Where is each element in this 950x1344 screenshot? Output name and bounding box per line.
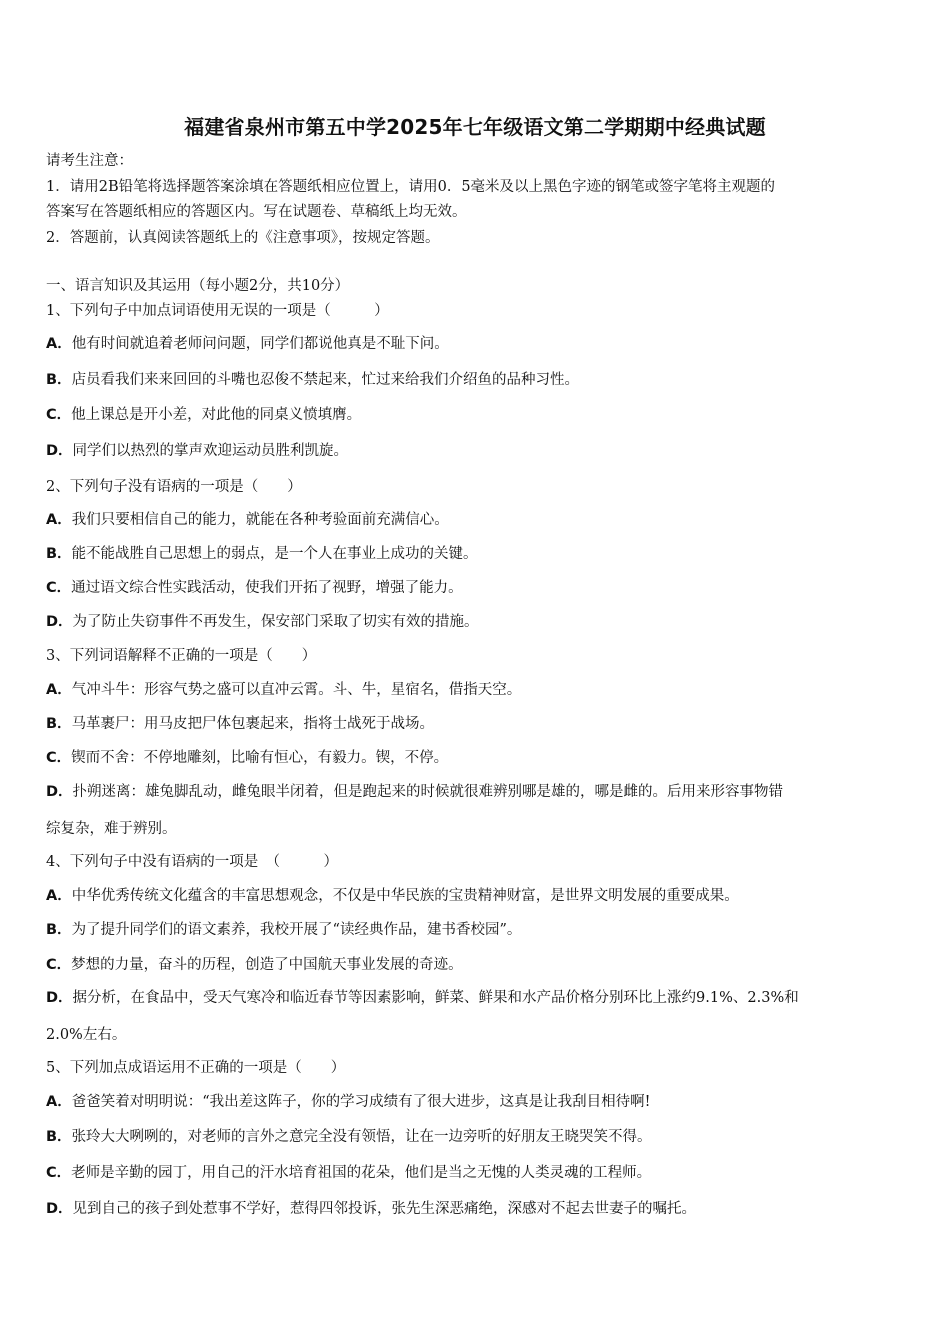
notice-heading: 请考生注意： [46,153,133,169]
question-4-option-d [46,988,906,1008]
option-text: 爸爸笑着对明明说：“我出差这阵子，你的学习成绩有了很大进步，这真是让我刮目相待啊! [71,1094,651,1110]
option-label: A． [46,888,72,904]
question-4-stem: 4、下列句子中没有语病的一项是 （ ） [46,854,338,870]
option-label: D． [46,1201,73,1217]
option-text: 能不能战胜自己思想上的弱点，是一个人在事业上成功的关键。 [71,546,478,562]
option-text: 老师是辛勤的园丁，用自己的汗水培育祖国的花朵，他们是当之无愧的人类灵魂的工程师。 [71,1165,652,1181]
option-label: C． [46,957,72,973]
option-label: A． [46,512,72,528]
option-label: B． [46,546,72,562]
question-2-option-a [46,510,906,530]
option-text: 店员看我们来来回回的斗嘴也忍俊不禁起来，忙过来给我们介绍鱼的品种习性。 [71,372,580,388]
option-label: A． [46,682,72,698]
option-label: D． [46,614,73,630]
question-2-stem: 2、下列句子没有语病的一项是（ ） [46,479,302,495]
option-label: A． [46,1094,72,1110]
option-text: 为了提升同学们的语文素养，我校开展了“读经典作品，建书香校园”。 [71,922,522,938]
option-text: 扑朔迷离：雄兔脚乱动，雌兔眼半闭着，但是跑起来的时候就很难辨别哪是雄的，哪是雌的。后用来形容事物错 [72,784,784,800]
option-label: C． [46,407,72,423]
option-label: D． [46,443,73,459]
option-label: B． [46,372,72,388]
question-1-option-a [46,334,906,354]
question-3-option-b [46,714,906,734]
option-label: B． [46,1129,72,1145]
option-text: 见到自己的孩子到处惹事不学好，惹得四邻投诉，张先生深恶痛绝，深感对不起去世妻子的嘱托。 [72,1201,697,1217]
option-text: 张玲大大咧咧的，对老师的言外之意完全没有领悟，让在一边旁听的好朋友王晓哭笑不得。 [71,1129,652,1145]
option-label: C． [46,580,72,596]
option-label: A． [46,336,72,352]
option-label: C． [46,750,72,766]
option-text: 据分析，在食品中，受天气寒冷和临近春节等因素影响，鲜菜、鲜果和水产品价格分别环比上涨约9.1%、2.3%和 [72,990,799,1006]
question-3-option-a [46,680,906,700]
notice-line-2: 2．答题前，认真阅读答题纸上的《注意事项》，按规定答题。 [46,230,440,246]
option-label: B． [46,922,72,938]
option-text: 中华优秀传统文化蕴含的丰富思想观念，不仅是中华民族的宝贵精神财富，是世界文明发展的重要成果。 [71,888,739,904]
question-1-option-c [46,405,906,425]
question-5-stem: 5、下列加点成语运用不正确的一项是（ ） [46,1060,346,1076]
question-4-option-d-cont: 2.0%左右。 [46,1027,127,1043]
option-text: 气冲斗牛：形容气势之盛可以直冲云霄。斗、牛，星宿名，借指天空。 [71,682,522,698]
option-text: 梦想的力量，奋斗的历程，创造了中国航天事业发展的奇迹。 [71,957,463,973]
page-title: 福建省泉州市第五中学2025年七年级语文第二学期期中经典试题 [184,115,766,139]
question-4-option-a [46,886,906,906]
question-2-option-d [46,612,906,632]
question-1-option-b [46,370,906,390]
question-5-option-a [46,1092,906,1112]
option-text: 马革裹尸：用马皮把尸体包裹起来，指将士战死于战场。 [71,716,435,732]
question-3-stem: 3、下列词语解释不正确的一项是（ ） [46,648,317,664]
question-3-option-d-cont: 综复杂，难于辨别。 [46,821,177,837]
option-label: D． [46,990,73,1006]
question-5-option-c [46,1163,906,1183]
option-text: 他有时间就追着老师问问题，同学们都说他真是不耻下问。 [71,336,449,352]
question-3-option-d [46,782,906,802]
option-text: 同学们以热烈的掌声欢迎运动员胜利凯旋。 [72,443,349,459]
option-text: 他上课总是开小差，对此他的同桌义愤填膺。 [71,407,362,423]
question-5-option-d [46,1199,906,1219]
option-label: D． [46,784,73,800]
question-1-option-d [46,441,906,461]
question-1-stem: 1、下列句子中加点词语使用无误的一项是（ ） [46,303,389,319]
notice-line-1-cont: 答案写在答题纸相应的答题区内。写在试题卷、草稿纸上均无效。 [46,204,467,220]
option-label: B． [46,716,72,732]
question-5-option-b [46,1127,906,1147]
option-text: 我们只要相信自己的能力，就能在各种考验面前充满信心。 [71,512,449,528]
question-3-option-c [46,748,906,768]
question-2-option-b [46,544,906,564]
option-text: 为了防止失窃事件不再发生，保安部门采取了切实有效的措施。 [72,614,479,630]
option-text: 锲而不舍：不停地雕刻，比喻有恒心，有毅力。锲，不停。 [71,750,449,766]
section-heading: 一、语言知识及其运用（每小题2分，共10分） [46,278,350,294]
option-text: 通过语文综合性实践活动，使我们开拓了视野，增强了能力。 [71,580,463,596]
question-4-option-b [46,920,906,940]
option-label: C． [46,1165,72,1181]
notice-line-1: 1．请用2B铅笔将选择题答案涂填在答题纸相应位置上，请用0．5毫米及以上黑色字迹的钢笔或签字笔将主观题的 [46,179,776,195]
question-2-option-c [46,578,906,598]
question-4-option-c [46,955,906,975]
